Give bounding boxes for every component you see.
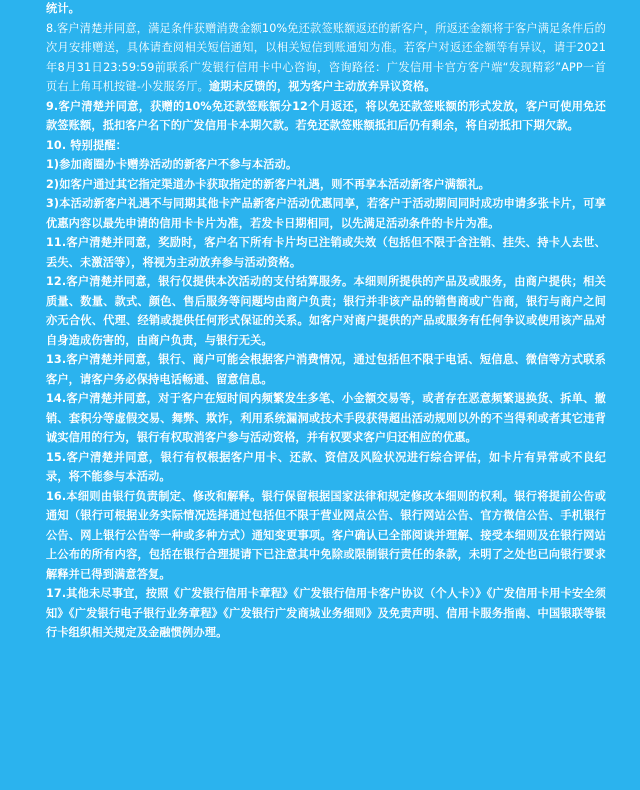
paragraph-10-heading: 10. 特别提醒： bbox=[46, 138, 128, 152]
paragraph-10-3: 3)本活动新客户礼遇不与同期其他卡产品新客户活动优惠同享，若客户于活动期间同时成功申请多张卡片，可享优惠内容以最先申请的信用卡卡片为准，若发卡日期相同，以先满足活动条件的卡片为准。 bbox=[46, 197, 606, 230]
paragraph-17: 17.其他未尽事宜，按照《广发银行信用卡章程》《广发银行信用卡客户协议（个人卡）》《广发信用卡用卡安全须知》《广发银行电子银行业务章程》《广发银行广发商城业务细则》及免责声明、信用卡服务指南、中国银联等银行卡组织相关规定及金融惯例办理。 bbox=[46, 587, 606, 639]
paragraph-11: 11.客户清楚并同意，奖励时，客户名下所有卡片均已注销或失效（包括但不限于含注销、挂失、持卡人去世、丢失、未激活等），将视为主动放弃参与活动资格。 bbox=[46, 236, 606, 269]
paragraph-14: 14.客户清楚并同意，对于客户在短时间内频繁发生多笔、小金额交易等，或者存在恶意频繁退换货、拆单、撤销、套积分等虚假交易、舞弊、欺诈，利用系统漏洞或技术手段获得超出活动规则以外的不当得利或者其它违背诚实信用的行为，银行有权取消客户参与活动资格，并有权要求客户归还相应的优惠。 bbox=[46, 392, 606, 444]
paragraph-12: 12.客户清楚并同意，银行仅提供本次活动的支付结算服务。本细则所提供的产品及或服务，由商户提供；相关质量、数量、款式、颜色、售后服务等问题均由商户负责；银行并非该产品的销售商或广告商，银行与商户之间亦无合伙、代理、经销或提供任何形式保证的关系。如客户对商户提供的产品或服务有任何争议或使用该产品对自身造成伤害的，由商户负责，与银行无关。 bbox=[46, 275, 606, 347]
paragraph-10-1: 1)参加商圈办卡赠券活动的新客户不参与本活动。 bbox=[46, 158, 298, 171]
paragraph-8 bbox=[46, 19, 606, 97]
paragraph-8-emphasis: 逾期未反馈的，视为客户主动放弃异议资格。 bbox=[208, 80, 436, 93]
paragraph-9: 9.客户清楚并同意，获赠的10%免还款签账额分12个月返还，将以免还款签账额的形式发放，客户可使用免还款签账额，抵扣客户名下的广发信用卡本期欠款。若免还款签账额抵扣后仍有剩余，将自动抵扣下期欠款。 bbox=[46, 99, 606, 132]
paragraph-tail-stat: 统计。 bbox=[46, 2, 81, 15]
paragraph-13: 13.客户清楚并同意，银行、商户可能会根据客户消费情况，通过包括但不限于电话、短信息、微信等方式联系客户，请客户务必保持电话畅通、留意信息。 bbox=[46, 353, 606, 386]
paragraph-8-text: 8.客户清楚并同意，满足条件获赠消费金额10%免还款签账额返还的新客户，所返还金额将于客户满足条件后的次月安排赠送，具体请查阅相关短信通知，以相关短信到账通知为准。若客户对返还金额等有异议，请于2021年8月31日23:59:59前联系广发银行信用卡中心咨询，咨询路径：广发信用卡官方客户端“发现精彩”APP一首页右上角耳机按键-小发服务厅。 bbox=[46, 21, 606, 93]
paragraph-15: 15.客户清楚并同意，银行有权根据客户用卡、还款、资信及风险状况进行综合评估，如卡片有异常或不良纪录，将不能参与本活动。 bbox=[46, 450, 606, 483]
paragraph-10-2: 2)如客户通过其它指定渠道办卡获取指定的新客户礼遇，则不再享本活动新客户满额礼。 bbox=[46, 177, 491, 191]
paragraph-16: 16.本细则由银行负责制定、修改和解释。银行保留根据国家法律和规定修改本细则的权利。银行将提前公告或通知（银行可根据业务实际情况选择通过包括但不限于营业网点公告、银行网站公告、官方微信公告、手机银行公告、网上银行公告等一种或多种方式）通知变更事项。客户确认已全部阅读并理解、接受本细则及在银行网站上公布的所有内容，包括在银行合理提请下已注意其中免除或限制银行责任的条款，未明了之处也已向银行要求解释并已得到满意答复。 bbox=[46, 489, 606, 581]
